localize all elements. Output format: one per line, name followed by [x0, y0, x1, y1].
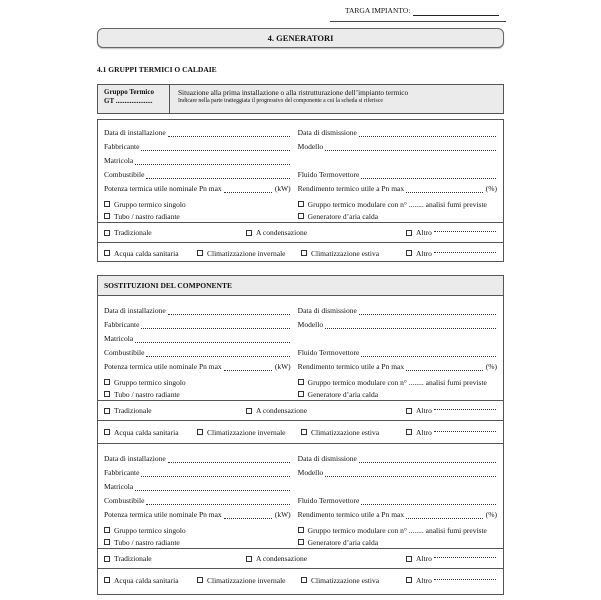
targa-impianto-input-line[interactable]: [413, 7, 499, 16]
field-line-rendimento[interactable]: [406, 518, 483, 519]
field-label-fabbricante: Fabbricante: [104, 320, 140, 329]
altro-line[interactable]: [434, 431, 496, 432]
field-line-fluido[interactable]: [361, 356, 496, 357]
targa-underline-rule: [330, 21, 506, 22]
field-label-fabbricante: Fabbricante: [104, 142, 140, 151]
field-label-modello: Modello: [297, 320, 324, 329]
checkbox-gruppo-termico-singolo[interactable]: [104, 527, 110, 533]
altro-line[interactable]: [434, 409, 496, 410]
checkbox-label-singolo: Gruppo termico singolo: [114, 377, 186, 387]
checkbox-a-condensazione[interactable]: [246, 408, 252, 414]
substitution-block-1: [98, 296, 503, 443]
checkbox-label-tradizionale: Tradizionale: [114, 406, 152, 415]
checkbox-altro-tecnologia[interactable]: [406, 408, 412, 414]
field-label-data-dismissione: Data di dismissione: [297, 128, 357, 137]
checkbox-label-tradizionale: Tradizionale: [114, 228, 152, 237]
field-line-potenza[interactable]: [224, 370, 272, 371]
field-label-data-installazione: Data di installazione: [104, 306, 166, 315]
checkbox-tradizionale[interactable]: [104, 408, 110, 414]
field-suffix-kw: (kW): [274, 362, 291, 371]
fields-section: [98, 444, 503, 521]
field-label-rendimento: Rendimento termico utile a Pn max: [297, 510, 405, 519]
checkbox-generatore-aria-calda[interactable]: [298, 213, 304, 219]
generator-type-group: [98, 524, 503, 548]
checkbox-label-acqua: Acqua calda sanitaria: [114, 427, 179, 437]
checkbox-label-condensazione: A condensazione: [256, 406, 308, 415]
field-line-data-installazione[interactable]: [168, 136, 290, 137]
checkbox-tubo-nastro-radiante[interactable]: [104, 213, 110, 219]
checkbox-tradizionale[interactable]: [104, 230, 110, 236]
checkbox-altro-servizio[interactable]: [406, 429, 412, 435]
technology-row: [98, 223, 503, 242]
gruppo-termico-gt-field[interactable]: GT .....................: [104, 97, 153, 105]
field-label-potenza: Potenza termica utile nominale Pn max: [104, 362, 222, 371]
field-label-modello: Modello: [297, 142, 324, 151]
checkbox-gruppo-termico-modulare[interactable]: [298, 201, 304, 207]
gruppo-termico-name-cell: [98, 85, 170, 113]
checkbox-label-modulare: Gruppo termico modulare con n° ........ analisi fumi previste: [307, 525, 487, 535]
field-label-fabbricante: Fabbricante: [104, 468, 140, 477]
technology-row: [98, 401, 503, 420]
checkbox-label-clima-invernale: Climatizzazione invernale: [207, 427, 286, 437]
field-line-data-installazione[interactable]: [168, 314, 290, 315]
field-line-fabbricante[interactable]: [141, 476, 289, 477]
fields-section: [98, 296, 503, 373]
checkbox-label-modulare: Gruppo termico modulare con n° ........ analisi fumi previste: [307, 377, 487, 387]
targa-impianto-label: TARGA IMPIANTO:: [345, 6, 411, 15]
checkbox-label-tubo: Tubo / nastro radiante: [114, 211, 180, 221]
checkbox-label-tubo: Tubo / nastro radiante: [114, 537, 180, 547]
checkbox-gruppo-termico-singolo[interactable]: [104, 379, 110, 385]
gruppo-termico-desc-line1: Situazione alla prima installazione o alla ristrutturazione dell’impianto termico: [178, 88, 409, 97]
altro-line[interactable]: [434, 557, 496, 558]
checkbox-gruppo-termico-modulare[interactable]: [298, 527, 304, 533]
checkbox-generatore-aria-calda[interactable]: [298, 539, 304, 545]
checkbox-climatizzazione-invernale[interactable]: [197, 429, 203, 435]
checkbox-label-modulare: Gruppo termico modulare con n° ........ analisi fumi previste: [307, 199, 487, 209]
field-line-data-installazione[interactable]: [168, 462, 290, 463]
field-label-combustibile: Combustibile: [104, 348, 145, 357]
altro-line[interactable]: [434, 579, 496, 580]
checkbox-acqua-calda-sanitaria[interactable]: [104, 250, 110, 256]
checkbox-climatizzazione-invernale[interactable]: [197, 250, 203, 256]
checkbox-gruppo-termico-singolo[interactable]: [104, 201, 110, 207]
checkbox-climatizzazione-estiva[interactable]: [301, 429, 307, 435]
field-label-rendimento: Rendimento termico utile a Pn max: [297, 362, 405, 371]
field-line-rendimento[interactable]: [406, 192, 483, 193]
checkbox-label-clima-estiva: Climatizzazione estiva: [311, 427, 380, 437]
checkbox-tradizionale[interactable]: [104, 556, 110, 562]
field-label-potenza: Potenza termica utile nominale Pn max: [104, 184, 222, 193]
field-label-combustibile: Combustibile: [104, 496, 145, 505]
field-line-fluido[interactable]: [361, 178, 496, 179]
field-suffix-kw: (kW): [274, 184, 291, 193]
checkbox-label-acqua: Acqua calda sanitaria: [114, 575, 179, 585]
substitutions-section: [97, 275, 504, 595]
checkbox-label-altro: Altro: [416, 554, 432, 563]
checkbox-a-condensazione[interactable]: [246, 230, 252, 236]
field-label-matricola: Matricola: [104, 156, 134, 165]
checkbox-label-generatore: Generatore d’aria calda: [307, 389, 379, 399]
checkbox-generatore-aria-calda[interactable]: [298, 391, 304, 397]
checkbox-label-singolo: Gruppo termico singolo: [114, 525, 186, 535]
field-label-matricola: Matricola: [104, 334, 134, 343]
field-line-fabbricante[interactable]: [141, 150, 289, 151]
checkbox-label-altro: Altro: [416, 427, 432, 437]
field-suffix-percent: (%): [485, 510, 497, 519]
field-label-rendimento: Rendimento termico utile a Pn max: [297, 184, 405, 193]
generator-type-group: [98, 376, 503, 400]
field-label-data-dismissione: Data di dismissione: [297, 306, 357, 315]
gruppo-termico-header: [97, 84, 504, 114]
gruppo-termico-desc-cell: [170, 85, 503, 113]
field-label-data-dismissione: Data di dismissione: [297, 454, 357, 463]
field-line-matricola[interactable]: [135, 490, 290, 491]
checkbox-label-generatore: Generatore d’aria calda: [307, 211, 379, 221]
substitution-block-2: [98, 444, 503, 591]
field-label-fluido: Fluido Termovettore: [297, 348, 360, 357]
checkbox-altro-servizio[interactable]: [406, 250, 412, 256]
checkbox-label-acqua: Acqua calda sanitaria: [114, 248, 179, 258]
generator-type-group: [98, 198, 503, 222]
checkbox-label-altro: Altro: [416, 228, 432, 237]
field-label-matricola: Matricola: [104, 482, 134, 491]
checkbox-label-altro: Altro: [416, 575, 432, 585]
checkbox-label-condensazione: A condensazione: [256, 228, 308, 237]
page-title: 4. GENERATORI: [97, 28, 504, 48]
field-suffix-percent: (%): [485, 362, 497, 371]
field-line-fluido[interactable]: [361, 504, 496, 505]
checkbox-tubo-nastro-radiante[interactable]: [104, 539, 110, 545]
field-suffix-kw: (kW): [274, 510, 291, 519]
checkbox-label-clima-invernale: Climatizzazione invernale: [207, 575, 286, 585]
gruppo-termico-desc-line2: Indicare nella parte tratteggiata il progressivo del componente a cui la scheda si riferisce: [178, 98, 383, 104]
field-line-combustibile[interactable]: [146, 178, 289, 179]
field-line-data-dismissione[interactable]: [359, 462, 496, 463]
section-title: 4.1 GRUPPI TERMICI O CALDAIE: [97, 65, 217, 74]
checkbox-altro-tecnologia[interactable]: [406, 556, 412, 562]
field-line-modello[interactable]: [325, 328, 496, 329]
field-line-data-dismissione[interactable]: [359, 136, 496, 137]
checkbox-gruppo-termico-modulare[interactable]: [298, 379, 304, 385]
field-line-fabbricante[interactable]: [141, 328, 289, 329]
altro-line[interactable]: [434, 231, 496, 232]
field-label-combustibile: Combustibile: [104, 170, 145, 179]
field-label-potenza: Potenza termica utile nominale Pn max: [104, 510, 222, 519]
field-line-matricola[interactable]: [135, 342, 290, 343]
checkbox-label-clima-estiva: Climatizzazione estiva: [311, 575, 380, 585]
checkbox-label-clima-invernale: Climatizzazione invernale: [207, 248, 286, 258]
checkbox-label-tubo: Tubo / nastro radiante: [114, 389, 180, 399]
field-label-fluido: Fluido Termovettore: [297, 496, 360, 505]
checkbox-label-altro: Altro: [416, 248, 432, 258]
field-line-modello[interactable]: [325, 476, 496, 477]
checkbox-climatizzazione-estiva[interactable]: [301, 577, 307, 583]
checkbox-label-tradizionale: Tradizionale: [114, 554, 152, 563]
checkbox-acqua-calda-sanitaria[interactable]: [104, 577, 110, 583]
field-line-matricola[interactable]: [135, 164, 290, 165]
checkbox-label-generatore: Generatore d’aria calda: [307, 537, 379, 547]
service-row: [98, 569, 503, 591]
field-line-modello[interactable]: [325, 150, 496, 151]
checkbox-tubo-nastro-radiante[interactable]: [104, 391, 110, 397]
field-label-data-installazione: Data di installazione: [104, 454, 166, 463]
checkbox-altro-servizio[interactable]: [406, 577, 412, 583]
field-line-potenza[interactable]: [224, 192, 272, 193]
gruppo-termico-label: Gruppo Termico: [104, 88, 154, 96]
service-row: [98, 243, 503, 263]
targa-impianto: [345, 6, 499, 16]
checkbox-acqua-calda-sanitaria[interactable]: [104, 429, 110, 435]
field-line-combustibile[interactable]: [146, 356, 289, 357]
technology-row: [98, 549, 503, 568]
checkbox-label-clima-estiva: Climatizzazione estiva: [311, 248, 380, 258]
field-label-fluido: Fluido Termovettore: [297, 170, 360, 179]
field-label-modello: Modello: [297, 468, 324, 477]
altro-line[interactable]: [434, 252, 496, 253]
checkbox-climatizzazione-invernale[interactable]: [197, 577, 203, 583]
field-suffix-percent: (%): [485, 184, 497, 193]
fields-section: [98, 120, 503, 195]
service-row: [98, 421, 503, 443]
field-line-combustibile[interactable]: [146, 504, 289, 505]
checkbox-label-altro: Altro: [416, 406, 432, 415]
field-line-data-dismissione[interactable]: [359, 314, 496, 315]
checkbox-a-condensazione[interactable]: [246, 556, 252, 562]
field-label-data-installazione: Data di installazione: [104, 128, 166, 137]
checkbox-label-condensazione: A condensazione: [256, 554, 308, 563]
field-line-rendimento[interactable]: [406, 370, 483, 371]
field-line-potenza[interactable]: [224, 518, 272, 519]
block-initial-installation: [97, 119, 504, 262]
checkbox-altro-tecnologia[interactable]: [406, 230, 412, 236]
checkbox-climatizzazione-estiva[interactable]: [301, 250, 307, 256]
substitutions-header: SOSTITUZIONI DEL COMPONENTE: [98, 276, 503, 296]
checkbox-label-singolo: Gruppo termico singolo: [114, 199, 186, 209]
